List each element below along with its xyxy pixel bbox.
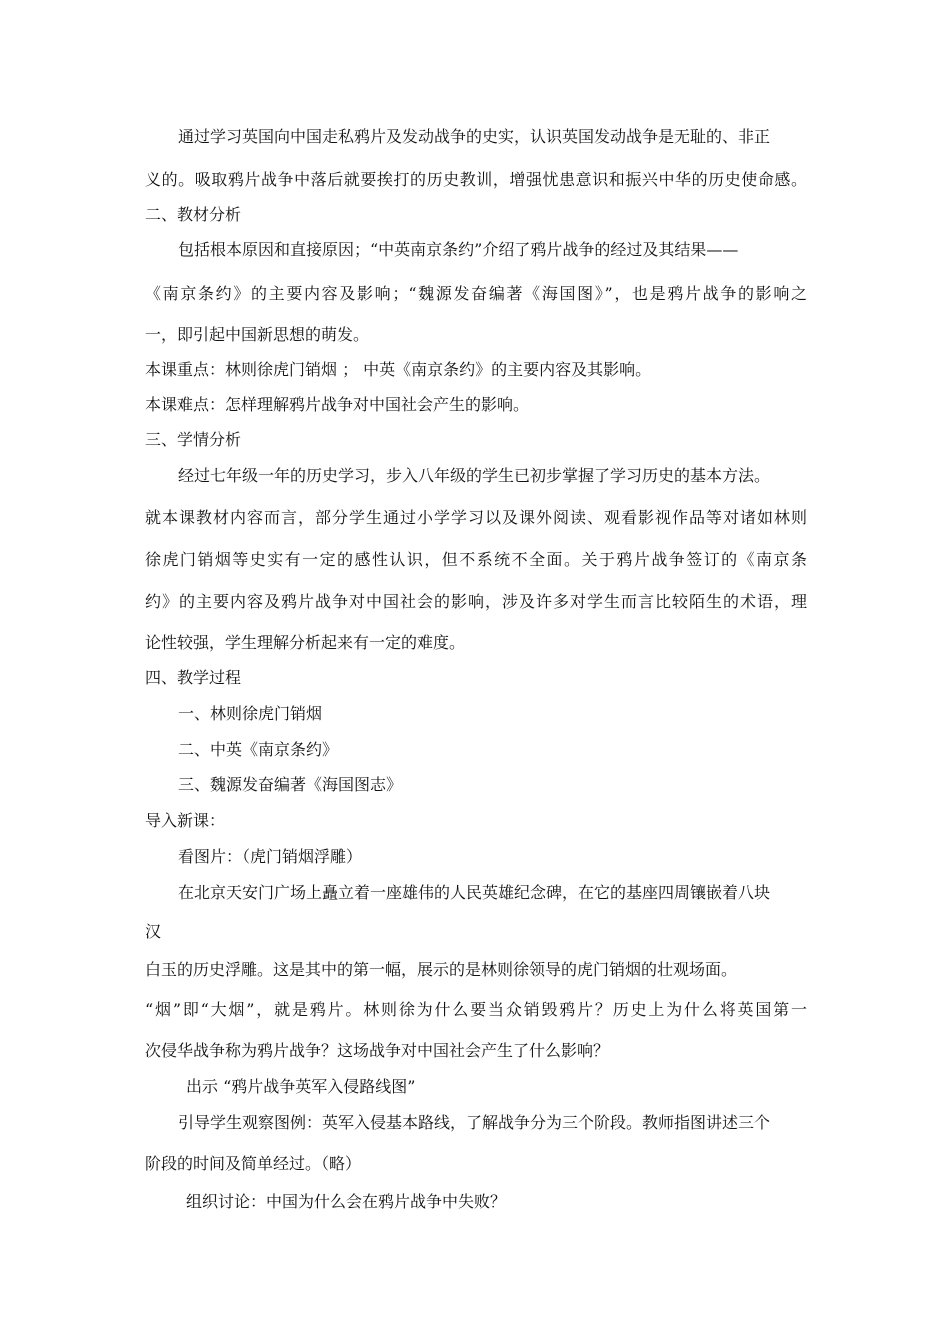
intro-paragraph-line-2: 汉 <box>145 922 162 941</box>
intro-paragraph-line-3: 白玉的历史浮雕。这是其中的第一幅，展示的是林则徐领导的虎门销烟的壮观场面。 <box>145 960 738 979</box>
intro-paragraph-line-5: 次侵华战争称为鸦片战争？这场战争对中国社会产生了什么影响？ <box>145 1041 610 1060</box>
process-item-1: 一、林则徐虎门销烟 <box>178 704 323 723</box>
section-heading-teaching-process: 四、教学过程 <box>145 668 242 687</box>
key-points-line: 本课重点：林则徐虎门销烟 ； 中英《南京条约》的主要内容及其影响。 <box>145 360 652 379</box>
process-item-3: 三、魏源发奋编著《海国图志》 <box>178 775 403 794</box>
difficult-points-line: 本课难点：怎样理解鸦片战争对中国社会产生的影响。 <box>145 395 530 414</box>
textbook-paragraph-line-3: 一，即引起中国新思想的萌发。 <box>145 325 370 344</box>
view-picture-line: 看图片：（虎门销烟浮雕） <box>178 847 363 866</box>
textbook-paragraph-line-2: 《南京条约》的主要内容及影响；“魏源发奋编著《海国图》”，也是鸦片战争的影响之 <box>145 284 807 303</box>
guide-paragraph-line-1: 引导学生观察图例：英军入侵基本路线，了解战争分为三个阶段。教师指图讲述三个 <box>178 1113 771 1132</box>
intro-paragraph-line-4: “烟”即“大烟”，就是鸦片。林则徐为什么要当众销毁鸦片？历史上为什么将英国第一 <box>145 1000 807 1019</box>
student-paragraph-line-2: 就本课教材内容而言，部分学生通过小学学习以及课外阅读、观看影视作品等对诸如林则 <box>145 508 807 527</box>
objective-paragraph-line-1: 通过学习英国向中国走私鸦片及发动战争的史实，认识英国发动战争是无耻的、非正 <box>178 127 771 146</box>
student-paragraph-line-1: 经过七年级一年的历史学习，步入八年级的学生已初步掌握了学习历史的基本方法。 <box>178 466 771 485</box>
textbook-paragraph-line-1: 包括根本原因和直接原因；“中英南京条约”介绍了鸦片战争的经过及其结果—— <box>178 240 739 259</box>
lesson-intro-heading: 导入新课： <box>145 811 226 830</box>
student-paragraph-line-3: 徐虎门销烟等史实有一定的感性认识，但不系统不全面。关于鸦片战争签订的《南京条 <box>145 550 807 569</box>
process-item-2: 二、中英《南京条约》 <box>178 740 339 759</box>
student-paragraph-line-4: 约》的主要内容及鸦片战争对中国社会的影响，涉及许多对学生而言比较陌生的术语，理 <box>145 592 807 611</box>
student-paragraph-line-5: 论性较强，学生理解分析起来有一定的难度。 <box>145 633 466 652</box>
section-heading-student-analysis: 三、学情分析 <box>145 430 242 449</box>
section-heading-textbook-analysis: 二、教材分析 <box>145 205 242 224</box>
guide-paragraph-line-2: 阶段的时间及简单经过。（略） <box>145 1154 362 1173</box>
objective-paragraph-line-2: 义的。吸取鸦片战争中落后就要挨打的历史教训，增强忧患意识和振兴中华的历史使命感。 <box>145 170 807 189</box>
intro-paragraph-line-1: 在北京天安门广场上矗立着一座雄伟的人民英雄纪念碑，在它的基座四周镶嵌着八块 <box>178 883 771 902</box>
discussion-line: 组织讨论：中国为什么会在鸦片战争中失败？ <box>186 1192 507 1211</box>
show-map-line: 出示 “鸦片战争英军入侵路线图” <box>186 1077 416 1096</box>
